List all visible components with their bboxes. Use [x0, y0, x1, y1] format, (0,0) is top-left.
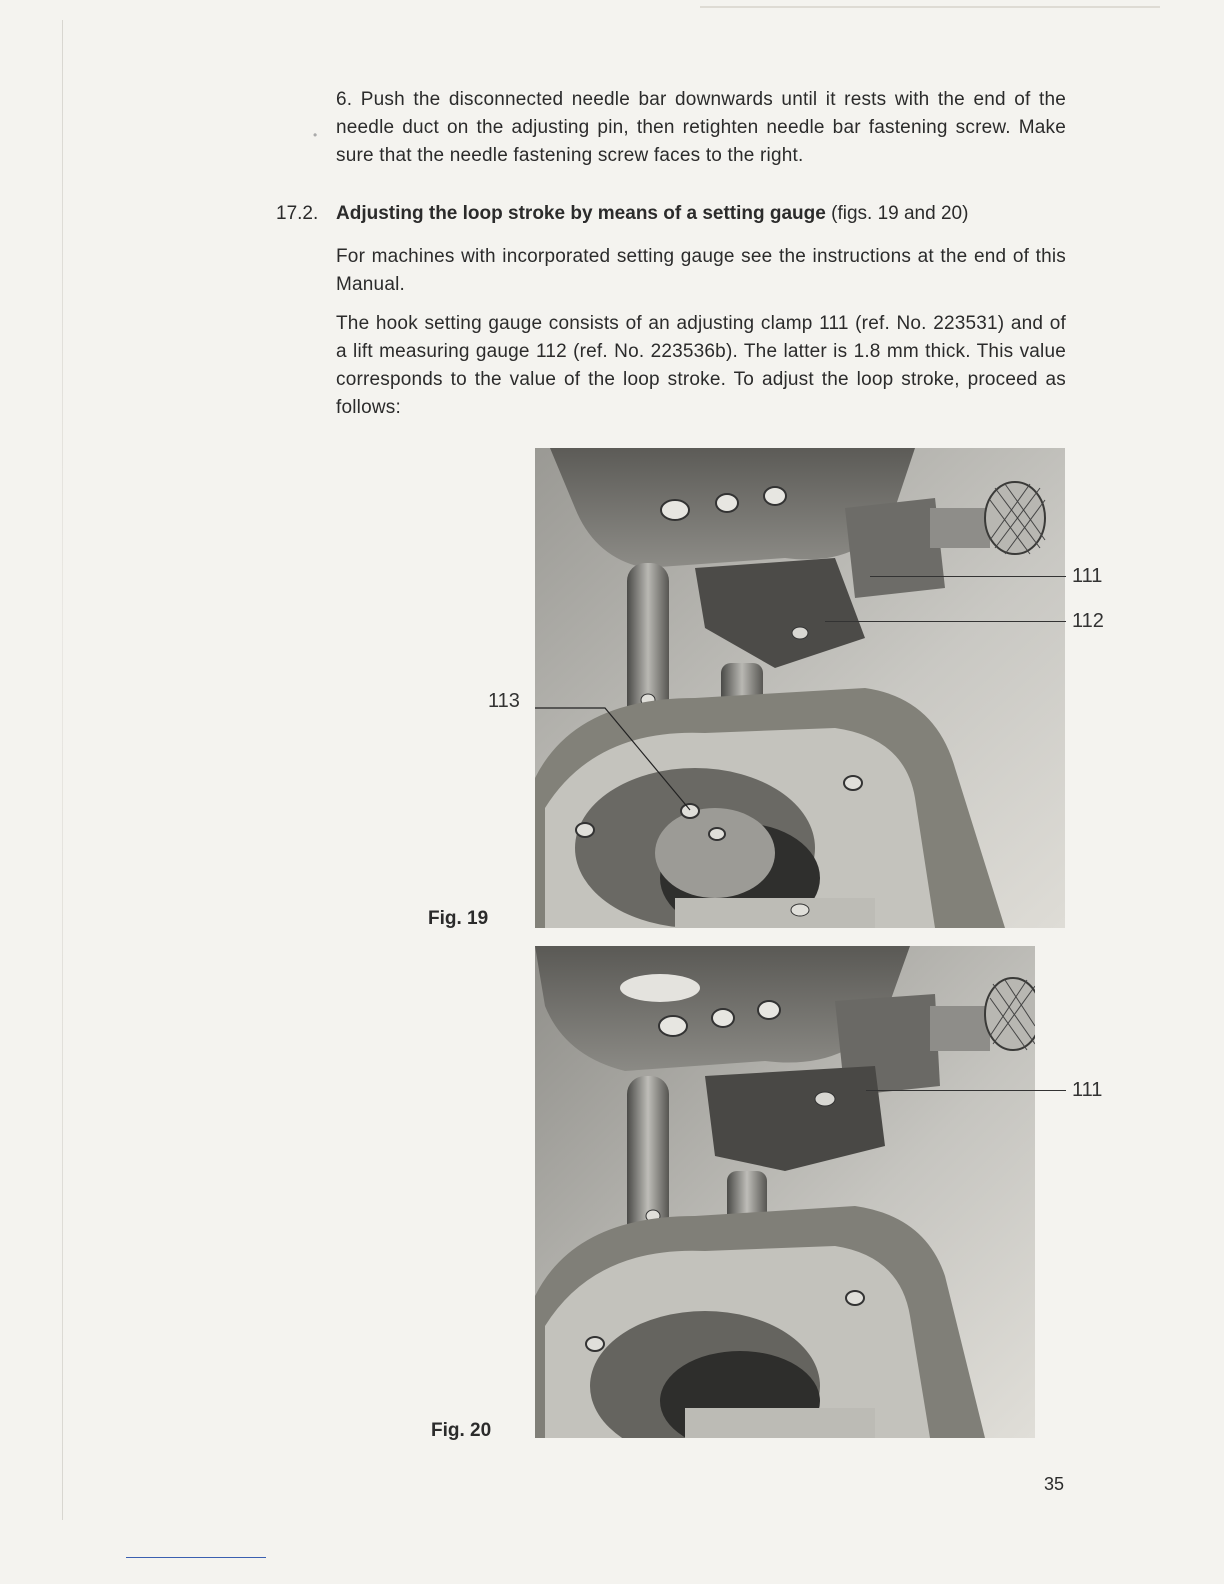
fig-20-caption: Fig. 20 [431, 1420, 492, 1441]
section-title [336, 200, 968, 228]
page-edge-top [700, 6, 1160, 8]
callout-line-111 [870, 576, 1066, 577]
paragraph-incorporated-gauge: For machines with incorporated setting gauge see the instructions at the end of this Manual. [336, 246, 1066, 295]
stray-dot: • [313, 128, 318, 142]
fig-19-caption: Fig. 19 [428, 908, 489, 929]
paragraph-gauge-description: The hook setting gauge consists of an adjusting clamp 111 (ref. No. 223531) and of a lift measuring gauge 112 (ref. No. 223536b). The latter is 1.8 mm thick. This value corresponds to the value of the loop stroke. To adjust the loop stroke, proceed as follows: [336, 313, 1066, 418]
callout-line-112 [825, 621, 1066, 622]
section-number: 17.2. [276, 203, 319, 224]
fig-19-illustration [535, 448, 1065, 928]
fig-20-photo [535, 946, 1035, 1438]
page-edge [62, 20, 63, 1520]
callout-label-112: 112 [1072, 610, 1104, 632]
step-6-text: 6. Push the disconnected needle bar downwards until it rests with the end of the needle duct on the adjusting pin, then retighten needle bar fastening screw. Make sure that the needle fastening screw faces to the right. [336, 89, 1066, 166]
section-title-ref: (figs. 19 and 20) [825, 203, 969, 224]
callout-label-111-fig20: 111 [1072, 1079, 1103, 1101]
callout-label-113: 113 [488, 690, 520, 712]
section-title-bold: Adjusting the loop stroke by means of a setting gauge [336, 203, 826, 224]
page-number: 35 [1044, 1474, 1065, 1494]
callout-line-111-fig20 [866, 1090, 1066, 1091]
fig-19-photo [535, 448, 1065, 928]
callout-line-113 [530, 700, 700, 820]
fig-20-illustration [535, 946, 1035, 1438]
footer-rule [126, 1557, 266, 1558]
callout-label-111: 111 [1072, 565, 1103, 587]
